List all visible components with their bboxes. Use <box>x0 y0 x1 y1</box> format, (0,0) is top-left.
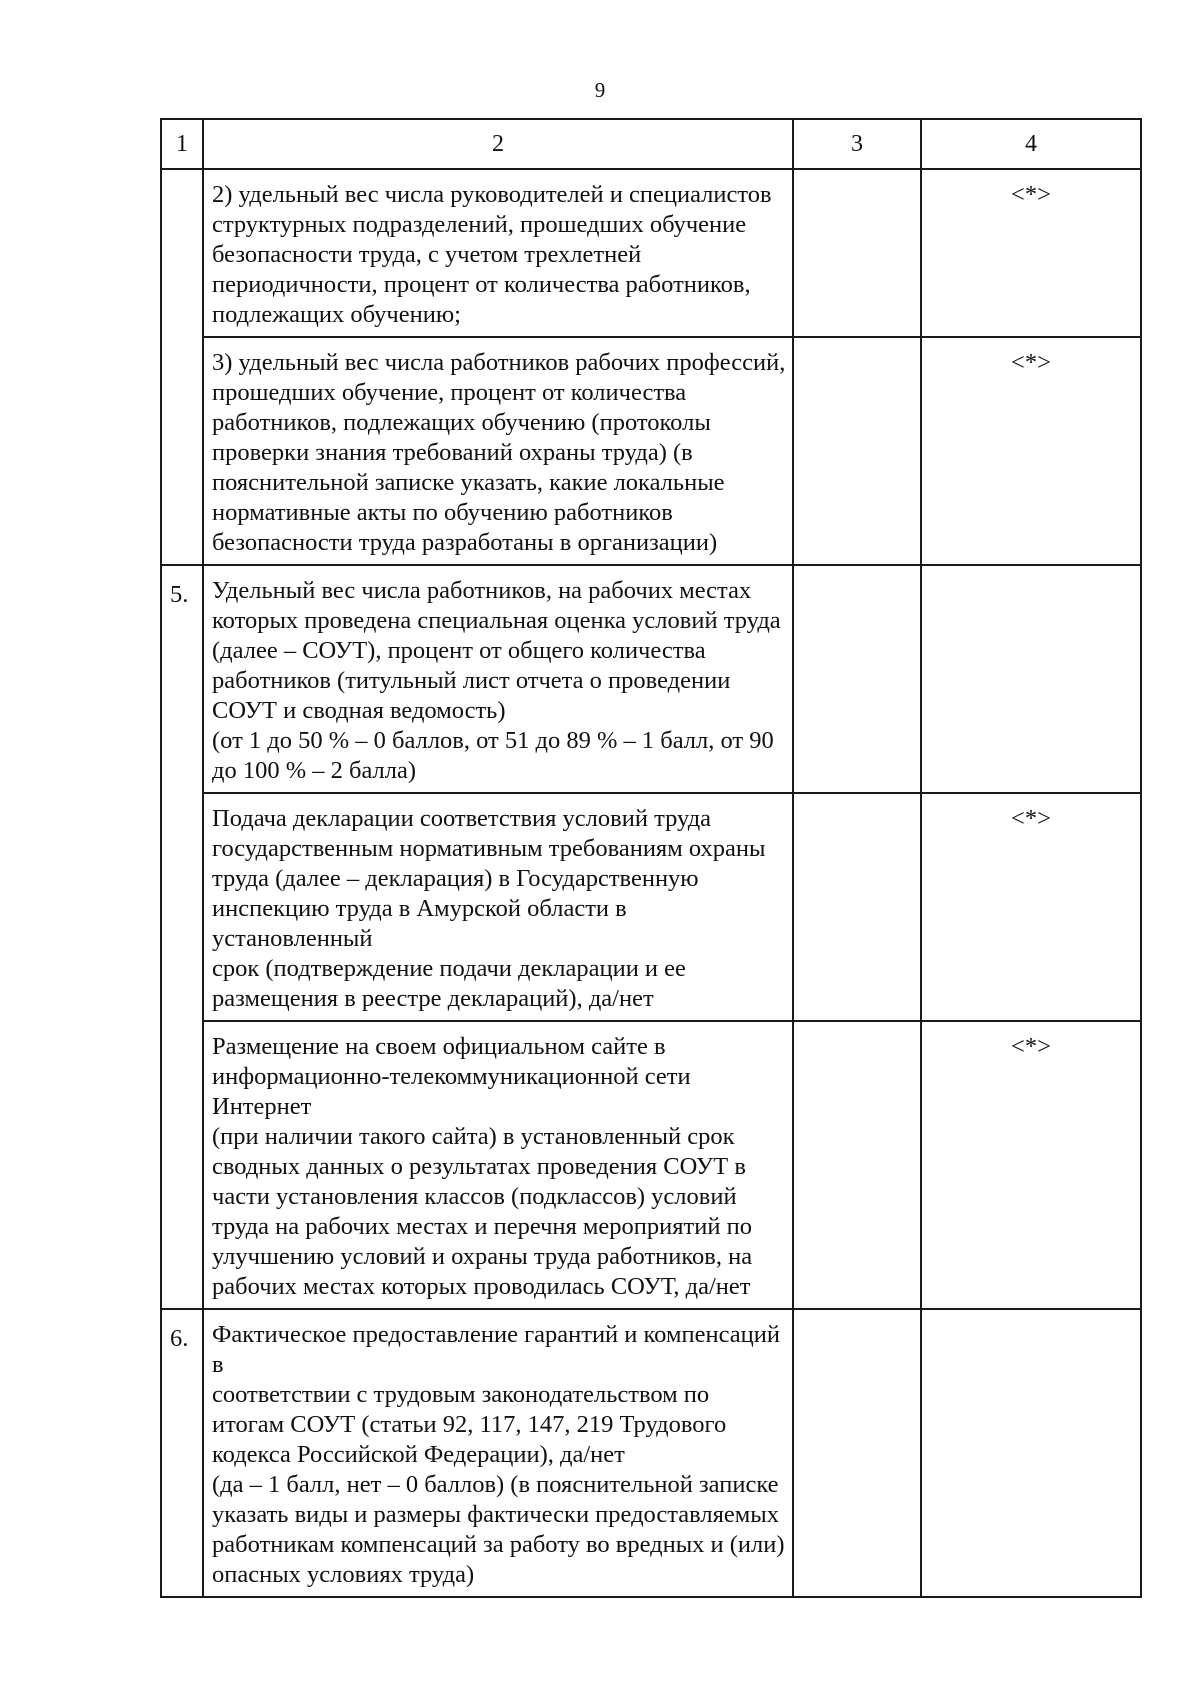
row-number-cell: 6. <box>161 1309 203 1597</box>
table-row <box>161 337 1141 565</box>
score-cell <box>921 565 1141 793</box>
header-col-2: 2 <box>203 119 793 169</box>
criterion-text: 3) удельный вес числа работников рабочих профессий, прошедших обучение, процент от количества работников, подлежащих обучению (протоколы проверки знания требований охраны труда) (в пояснительной записке указать, какие локальные нормативные акты по обучению работников безопасности труда разработаны в организации) <box>203 337 793 565</box>
criterion-text: Размещение на своем официальном сайте в информационно-телекоммуникационной сети Интернет (при наличии такого сайта) в установленный срок сводных данных о результатах проведения СОУТ в части установления классов (подклассов) условий труда на рабочих местах и перечня мероприятий по улучшению условий и охраны труда работников, на рабочих местах которых проводилась СОУТ, да/нет <box>203 1021 793 1309</box>
criterion-text: 2) удельный вес числа руководителей и специалистов структурных подразделений, прошедших обучение безопасности труда, с учетом трехлетней периодичности, процент от количества работников, подлежащих обучению; <box>203 169 793 337</box>
header-col-1: 1 <box>161 119 203 169</box>
table-row <box>161 169 1141 337</box>
value-cell <box>793 169 921 337</box>
value-cell <box>793 565 921 793</box>
criterion-text: Подача декларации соответствия условий труда государственным нормативным требованиям охраны труда (далее – декларация) в Государственную инспекцию труда в Амурской области в установленный срок (подтверждение подачи декларации и ее размещения в реестре деклараций), да/нет <box>203 793 793 1021</box>
criterion-text: Фактическое предоставление гарантий и компенсаций в соответствии с трудовым законодательством по итогам СОУТ (статьи 92, 117, 147, 219 Трудового кодекса Российской Федерации), да/нет (да – 1 балл, нет – 0 баллов) (в пояснительной записке указать виды и размеры фактически предоставляемых работникам компенсаций за работу во вредных и (или) опасных условиях труда) <box>203 1309 793 1597</box>
score-cell: <*> <box>921 793 1141 1021</box>
score-cell: <*> <box>921 337 1141 565</box>
table-row <box>161 1021 1141 1309</box>
score-cell: <*> <box>921 169 1141 337</box>
value-cell <box>793 337 921 565</box>
value-cell <box>793 1309 921 1597</box>
header-col-4: 4 <box>921 119 1141 169</box>
row-number-cell: 5. <box>161 565 203 1309</box>
row-number-cell <box>161 169 203 565</box>
table-row <box>161 793 1141 1021</box>
header-col-3: 3 <box>793 119 921 169</box>
criterion-text: Удельный вес числа работников, на рабочих местах которых проведена специальная оценка условий труда (далее – СОУТ), процент от общего количества работников (титульный лист отчета о проведении СОУТ и сводная ведомость) (от 1 до 50 % – 0 баллов, от 51 до 89 % – 1 балл, от 90 до 100 % – 2 балла) <box>203 565 793 793</box>
page-number: 9 <box>594 78 606 102</box>
score-cell <box>921 1309 1141 1597</box>
table-header-row <box>161 119 1141 169</box>
criteria-table <box>160 118 1142 1598</box>
value-cell <box>793 1021 921 1309</box>
table-row <box>161 565 1141 793</box>
table-row <box>161 1309 1141 1597</box>
value-cell <box>793 793 921 1021</box>
score-cell: <*> <box>921 1021 1141 1309</box>
